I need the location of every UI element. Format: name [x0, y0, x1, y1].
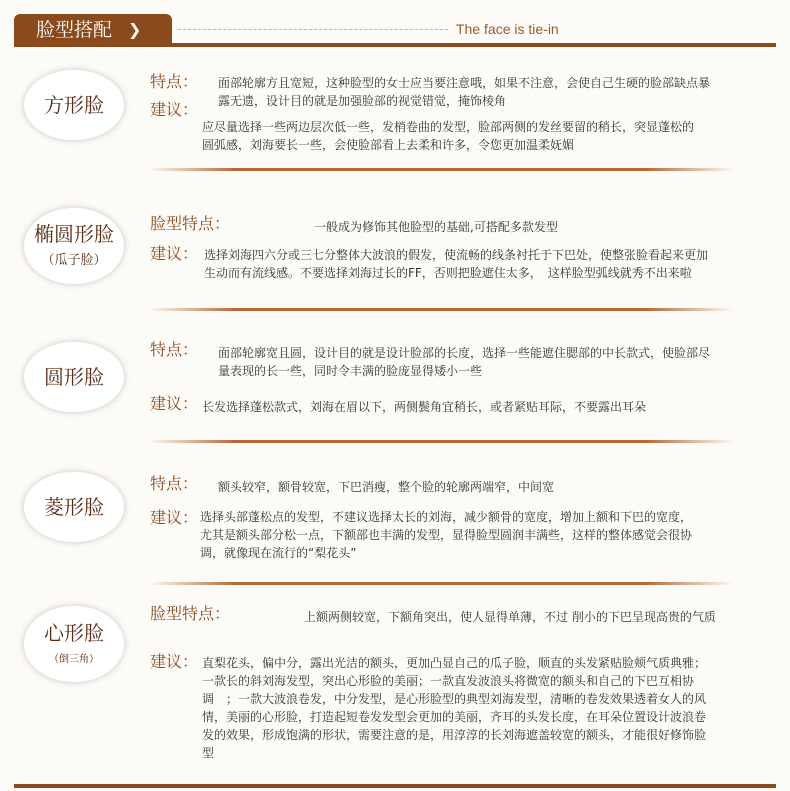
- header-dashed-line: [178, 29, 448, 30]
- face-subname: （瓜子脸）: [41, 253, 107, 268]
- feature-label: 特点：: [150, 340, 199, 359]
- feature-text: 面部轮廓方且宽短，这种脸型的女士应当要注意哦，如果不注意，会使自己生硬的脸部缺点暴露无遗，设计目的就是加强脸部的视觉错觉，掩饰棱角: [218, 76, 711, 108]
- feature-text: 一般成为修饰其他脸型的基础,可搭配多款发型: [314, 220, 558, 234]
- advice-text: 长发选择蓬松款式，刘海在眉以下，两侧鬓角宜稍长，或者紧贴耳际，不要露出耳朵: [202, 400, 647, 414]
- advice-label: 建议：: [150, 652, 199, 671]
- chevron-right-icon: ❯: [128, 20, 142, 39]
- advice-text: 选择刘海四六分或三七分整体大波浪的假发，使流畅的线条衬托于下巴处，使整张脸看起来更加生动而有流线感。不要选择刘海过长的FF，否则把脸遮住太多， 这样脸型弧线就秀不出来啦: [204, 248, 709, 280]
- section-divider: [148, 168, 734, 171]
- face-badge: [22, 470, 126, 544]
- section-header: [0, 0, 790, 48]
- face-badge: [22, 340, 126, 414]
- advice-label: 建议：: [150, 394, 199, 413]
- feature-text: 面部轮廓宽且圆，设计目的就是设计脸部的长度，选择一些能遮住腮部的中长款式，使脸部尽量表现的长一些，同时令丰满的脸庞显得矮小一些: [218, 346, 711, 378]
- feature-label: 特点：: [150, 72, 199, 91]
- face-badge: [22, 206, 126, 286]
- section-divider: [148, 440, 734, 443]
- header-rule: [14, 43, 776, 47]
- face-subname: （倒三角）: [49, 654, 99, 665]
- advice-text: 选择头部蓬松点的发型，不建议选择太长的刘海，减少额骨的宽度，增加上额和下巴的宽度，尤其是额头部分松一点，下额部也丰满的发型，显得脸型圆润丰满些，这样的整体感觉会很协调，就像现在流行的“梨花头”: [200, 510, 693, 560]
- advice-label: 建议：: [150, 100, 199, 119]
- section-divider: [148, 582, 734, 585]
- feature-text: 额头较窄，额骨较宽，下巴消瘦，整个脸的轮廓两端窄，中间宽: [218, 480, 555, 494]
- feature-text: 上额两侧较宽，下额角突出，使人显得单薄，不过 削小的下巴呈现高贵的气质: [304, 610, 716, 624]
- face-name: 圆形脸: [44, 365, 104, 389]
- face-name: 方形脸: [44, 93, 104, 117]
- advice-text: 应尽量选择一些两边层次低一些，发梢卷曲的发型，脸部两侧的发丝要留的稍长，突显蓬松的圆弧感，刘海要长一些，会使脸部看上去柔和许多，令您更加温柔妩媚: [202, 120, 695, 152]
- face-badge: [22, 68, 126, 142]
- footer-rule: [14, 784, 776, 788]
- advice-label: 建议：: [150, 244, 199, 263]
- advice-label: 建议：: [150, 508, 199, 527]
- face-name: 菱形脸: [44, 495, 104, 519]
- face-name: 椭圆形脸: [34, 222, 114, 246]
- feature-label: 特点：: [150, 474, 199, 493]
- face-name: 心形脸: [44, 621, 104, 645]
- advice-text: 直梨花头，偏中分，露出光洁的额头，更加凸显自己的瓜子脸，顺直的头发紧贴脸颊气质典雅；一款长的斜刘海发型，突出心形脸的美丽；一款直发波浪头将微宽的额头和自己的下巴互相协调 ；一款大波浪卷发，中分发型，是心形脸型的典型刘海发型，清晰的卷发效果透着女人的风情，美丽的心形脸，打造起短卷发发型会更加的美丽，齐耳的头发长度，在耳朵位置设计波浪卷发的效果，形成饱满的形状，需要注意的是，用淳淳的长刘海遮盖较宽的额头，才能很好修饰脸型: [202, 656, 707, 760]
- header-title: 脸型搭配: [36, 19, 113, 41]
- feature-label: 脸型特点：: [150, 604, 231, 623]
- header-subtitle: The face is tie-in: [456, 21, 559, 37]
- face-badge: [22, 604, 126, 684]
- feature-label: 脸型特点：: [150, 214, 231, 233]
- section-divider: [148, 308, 734, 311]
